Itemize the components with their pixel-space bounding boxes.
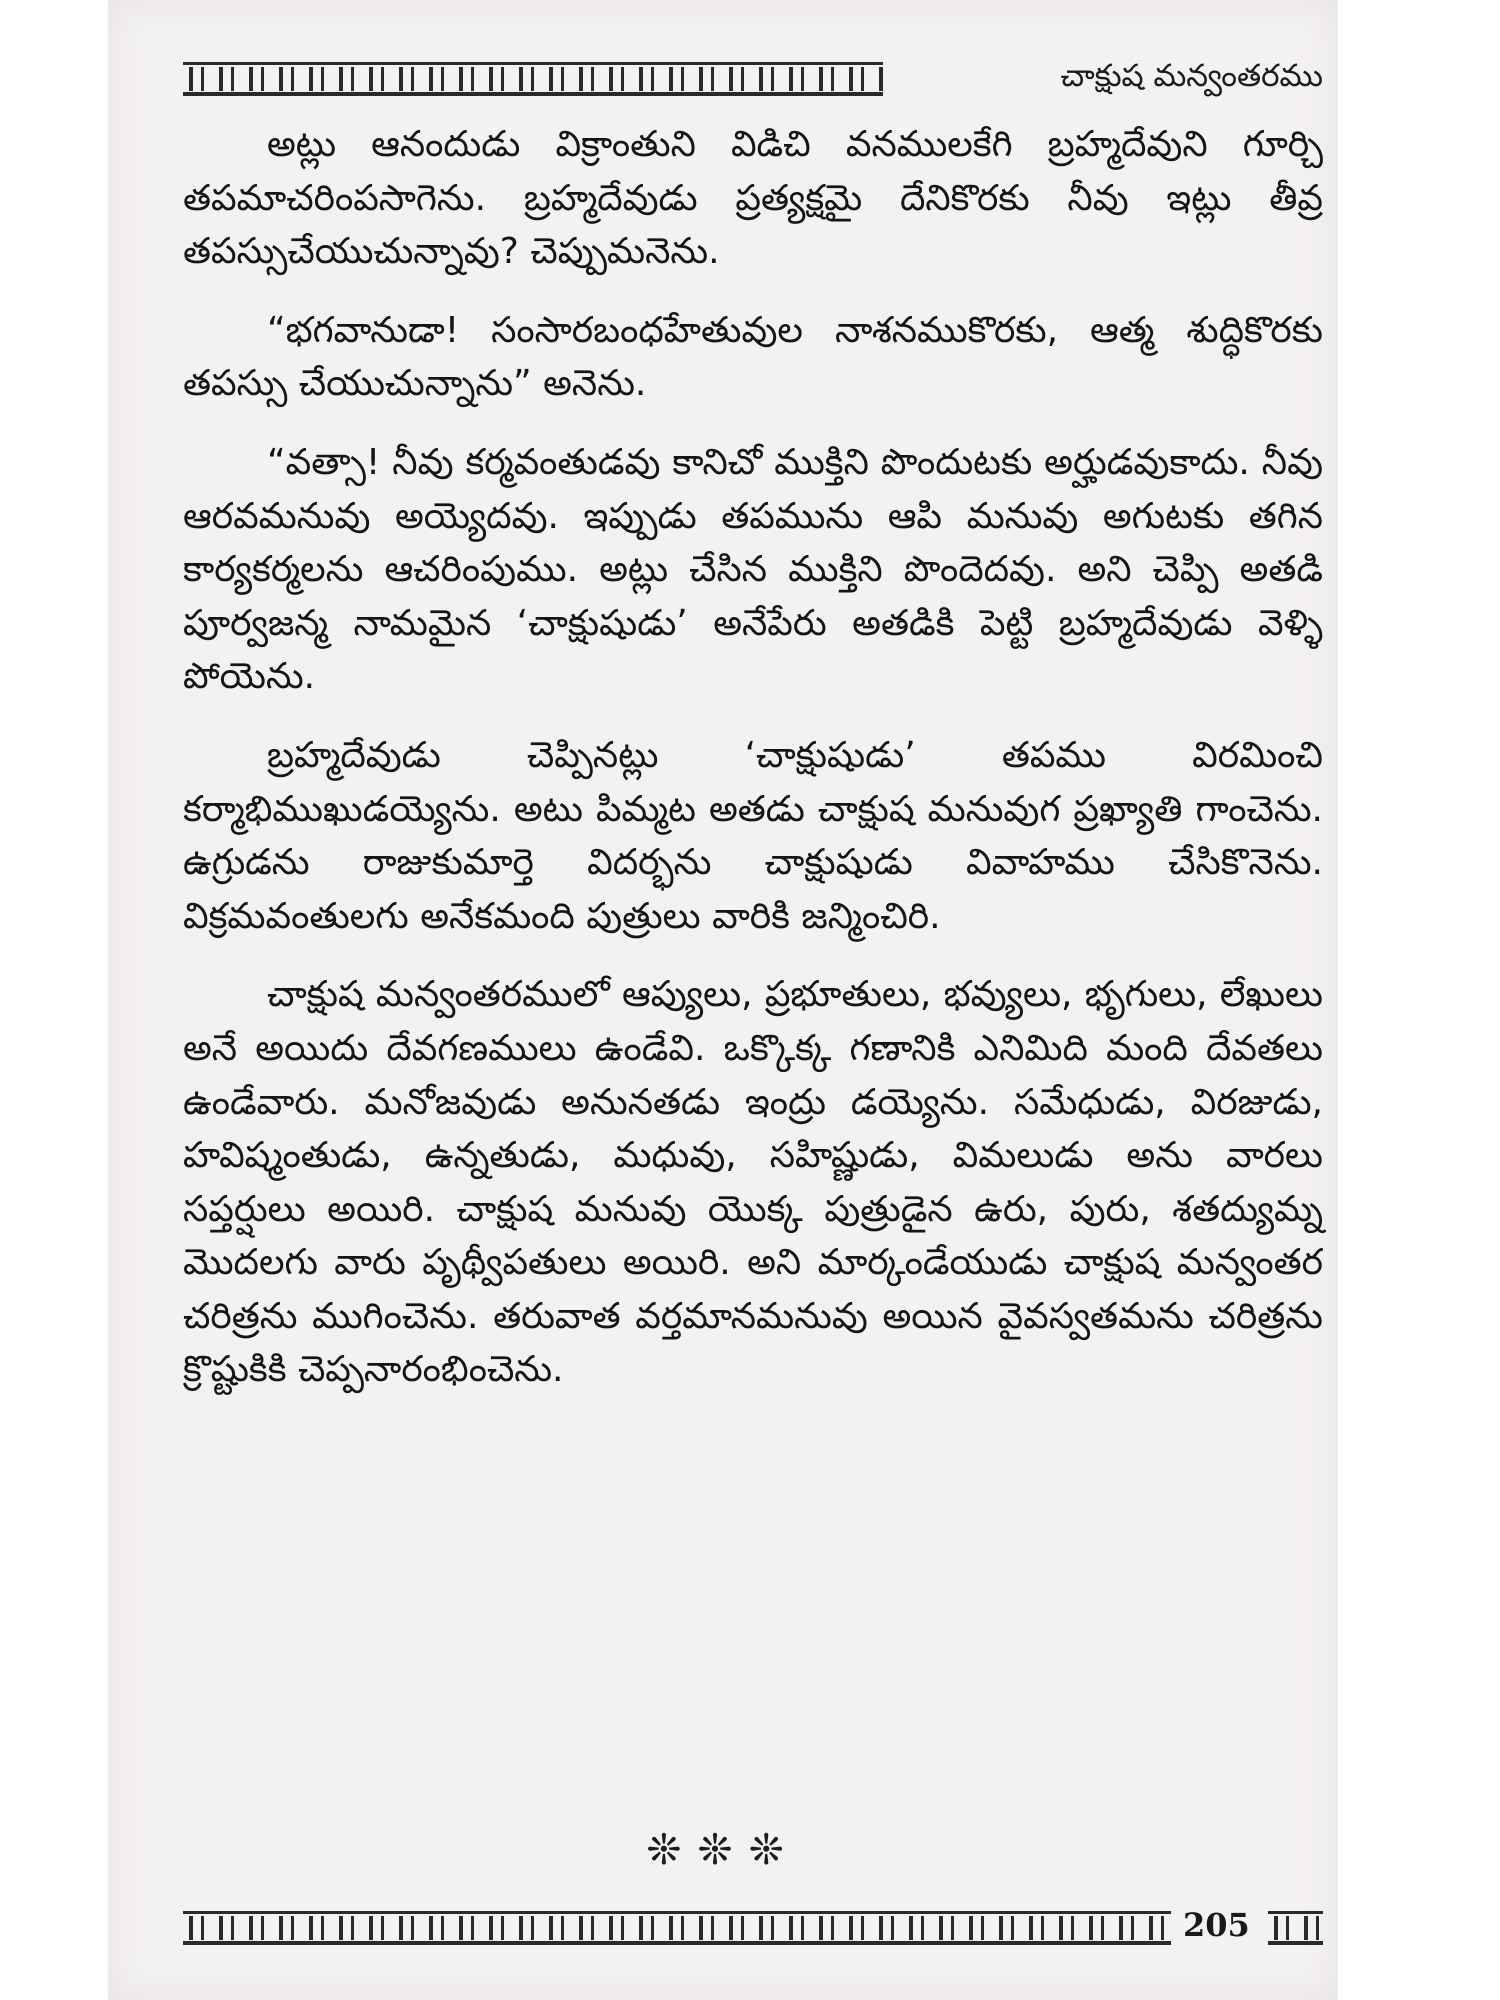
page-body (183, 118, 1323, 1422)
page-number: 205 (1183, 1906, 1250, 1944)
decorative-header-border (183, 62, 883, 96)
running-title: చాక్షుష మన్వంతరము (1060, 58, 1323, 94)
section-separator: ❊❊❊ (646, 1825, 800, 1874)
paragraph: “భగవానుడా! సంసారబంధహేతువుల నాశనముకొరకు, ఆత్మ శుద్ధికొరకు తపస్సు చేయుచున్నాను” అనెను. (183, 309, 1323, 405)
paragraph: బ్రహ్మదేవుడు చెప్పినట్లు ‘చాక్షుషుడు’ తపము విరమించి కర్మాభిముఖుడయ్యెను. అటు పిమ్మట అతడు చాక్షుష మనువుగ ప్రఖ్యాతి గాంచెను. ఉగ్రుడను రాజుకుమార్తె విదర్భను చాక్షుషుడు వివాహము చేసికొనెను. విక్రమవంతులగు అనేకమంది పుత్రులు వారికి జన్మించిరి. (183, 734, 1323, 937)
paragraph: అట్లు ఆనందుడు విక్రాంతుని విడిచి వనములకేగి బ్రహ్మదేవుని గూర్చి తపమాచరింపసాగెను. బ్రహ్మదేవుడు ప్రత్యక్షమై దేనికొరకు నీవు ఇట్లు తీవ్ర తపస్సుచేయుచున్నావు? చెప్పుమనెను. (183, 124, 1323, 273)
paragraph: చాక్షుష మన్వంతరములో ఆప్యులు, ప్రభూతులు, భవ్యులు, భృగులు, లేఖులు అనే అయిదు దేవగణములు ఉండేవి. ఒక్కొక్క గణానికి ఎనిమిది మంది దేవతలు ఉండేవారు. మనోజవుడు అనునతడు ఇంద్రు డయ్యెను. సమేధుడు, విరజుడు, హవిష్మంతుడు, ఉన్నతుడు, మధువు, సహిష్ణుడు, విమలుడు అను వారలు సప్తర్షులు అయిరి. చాక్షుష మనువు యొక్క పుత్రుడైన ఉరు, పురు, శతద్యుమ్న మొదలగు వారు పృథ్వీపతులు అయిరి. అని మార్కండేయుడు చాక్షుష మన్వంతర చరిత్రను ముగించెను. తరువాత వర్తమానమనువు అయిన వైవస్వతమను చరిత్రను క్రొష్టుకికి చెప్పనారంభించెను. (183, 974, 1323, 1391)
decorative-footer-border-end (1268, 1911, 1323, 1945)
paragraph: “వత్సా! నీవు కర్మవంతుడవు కానిచో ముక్తిని పొందుటకు అర్హుడవుకాదు. నీవు ఆరవమనువు అయ్యెదవు. ఇప్పుడు తపమును ఆపి మనువు అగుటకు తగిన కార్యకర్మలను ఆచరింపుము. అట్లు చేసిన ముక్తిని పొందెదవు. అని చెప్పి అతడి పూర్వజన్మ నామమైన ‘చాక్షుషుడు’ అనేపేరు అతడికి పెట్టి బ్రహ్మదేవుడు వెళ్ళి పోయెను. (183, 441, 1323, 698)
book-page (108, 0, 1338, 2000)
decorative-footer-border (183, 1911, 1171, 1945)
page-footer (183, 1908, 1323, 1952)
page-header (183, 58, 1323, 106)
